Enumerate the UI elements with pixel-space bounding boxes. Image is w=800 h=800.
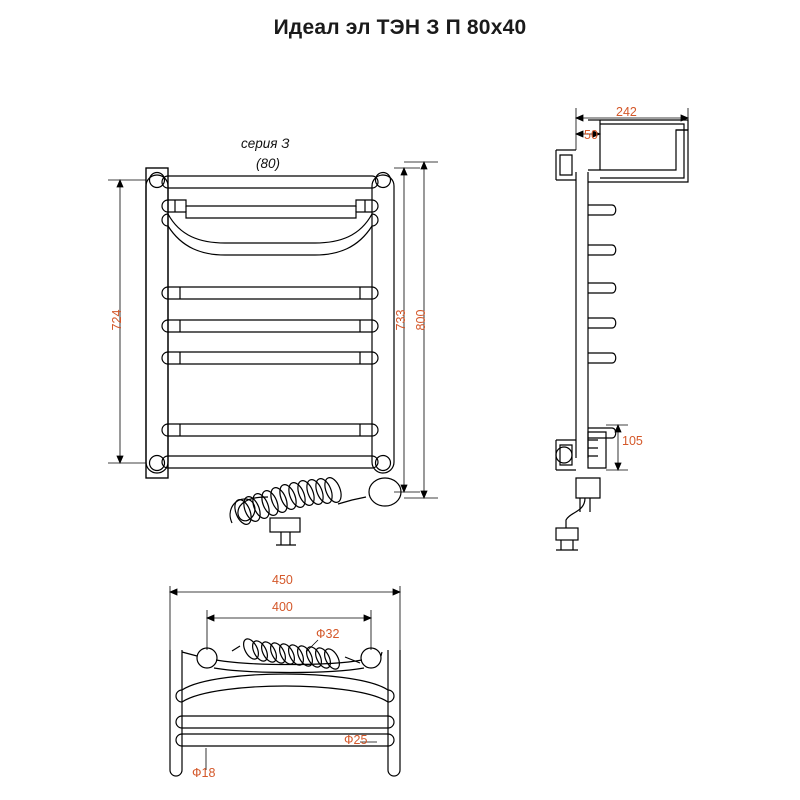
front-dimension-lines <box>108 162 438 498</box>
top-view <box>170 636 400 776</box>
dim-800: 800 <box>414 309 428 331</box>
front-view <box>146 168 401 545</box>
dim-diameter-32: Ф32 <box>316 627 340 641</box>
side-view <box>556 120 688 550</box>
power-cord-front <box>230 475 366 545</box>
dim-242: 242 <box>616 105 637 119</box>
dim-450: 450 <box>272 573 293 587</box>
dim-105: 105 <box>622 434 643 448</box>
dim-diameter-18: Ф18 <box>192 766 216 780</box>
dim-diameter-25: Ф25 <box>344 733 368 747</box>
dim-724: 724 <box>110 309 124 331</box>
side-dimension-lines <box>576 108 688 470</box>
dim-50: 50 <box>584 128 598 142</box>
series-label: серия З <box>241 136 290 151</box>
page-title: Идеал эл ТЭН З П 80х40 <box>273 16 527 39</box>
dim-733: 733 <box>394 309 408 331</box>
series-sublabel: (80) <box>256 156 281 171</box>
dim-400: 400 <box>272 600 293 614</box>
